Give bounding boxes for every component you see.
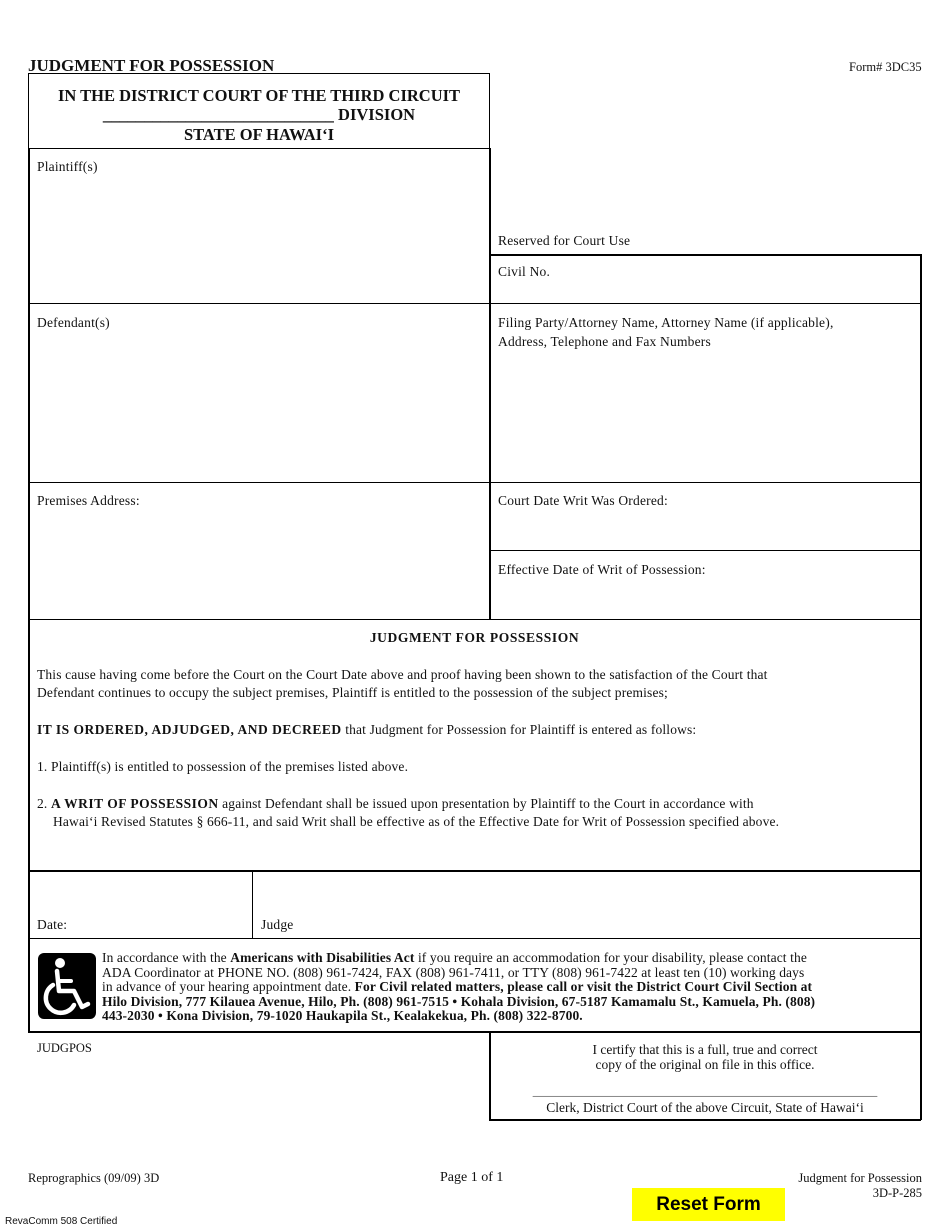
item2-line2: Hawai‘i Revised Statutes § 666-11, and said Writ shall be effective as of the Effective Date for Writ of Possession specified above. [53, 814, 780, 829]
ada-line-3: in advance of your hearing appointment date. [102, 979, 355, 994]
revacomm-badge: RevaComm 508 Certified [5, 1216, 118, 1227]
ada-act-name: Americans with Disabilities Act [230, 950, 415, 965]
page-title: JUDGMENT FOR POSSESSION [28, 56, 275, 75]
state-name: STATE OF HAWAI‘I [183, 125, 335, 144]
ada-line-5: 443-2030 • Kona Division, 79-1020 Haukapila St., Kealakekua, Ph. (808) 322-8700. [102, 1008, 583, 1023]
certify-line-1: I certify that this is a full, true and correct [592, 1042, 818, 1057]
division-label: DIVISION [338, 105, 416, 124]
ada-notice [102, 951, 917, 1024]
footer-title-line: Judgment for Possession [798, 1171, 922, 1185]
ordered-rest: that Judgment for Possession for Plaintiff is entered as follows: [341, 722, 697, 737]
wheelchair-icon [38, 953, 96, 1019]
certify-line-2: copy of the original on file in this office. [595, 1057, 815, 1072]
division-blank[interactable]: ____________________________ [102, 105, 334, 124]
form-number: Form# 3DC35 [849, 60, 922, 74]
filing-party-field[interactable]: Filing Party/Attorney Name, Attorney Name (if applicable), [498, 315, 834, 330]
footer-code-line: 3D-P-285 [872, 1186, 922, 1200]
clerk-signature-line[interactable]: _____________________________________________________ [532, 1083, 878, 1098]
recital-line-2: Defendant continues to occupy the subject premises, Plaintiff is entitled to the possession of the subject premises; [37, 685, 668, 700]
premises-address-field[interactable]: Premises Address: [37, 493, 140, 508]
division-line [28, 105, 490, 125]
ada-intro-rest: if you require an accommodation for your disability, please contact the [414, 950, 807, 965]
page-number: Page 1 of 1 [440, 1170, 504, 1185]
ordered-bold: IT IS ORDERED, ADJUDGED, AND DECREED [37, 722, 342, 737]
judgment-recital [37, 666, 917, 702]
judgment-heading: JUDGMENT FOR POSSESSION [369, 630, 580, 645]
ada-intro: In accordance with the [102, 950, 231, 965]
writ-bold: A WRIT OF POSSESSION [50, 796, 219, 811]
ada-civil-bold: For Civil related matters, please call or visit the District Court Civil Section at [354, 979, 813, 994]
civil-no-field[interactable]: Civil No. [498, 264, 551, 279]
judgment-item-1: 1. Plaintiff(s) is entitled to possession of the premises listed above. [37, 759, 409, 774]
judge-signature-field[interactable]: Judge [261, 917, 294, 932]
certification-text [490, 1042, 920, 1072]
date-field[interactable]: Date: [37, 917, 68, 932]
ada-line-2: ADA Coordinator at PHONE NO. (808) 961-7424, FAX (808) 961-7411, or TTY (808) 961-7422 at least ten (10) working days [102, 964, 805, 980]
reset-form-button[interactable]: Reset Form [632, 1188, 785, 1221]
item2-number: 2. [37, 796, 51, 811]
defendants-field[interactable]: Defendant(s) [37, 315, 110, 330]
reprographics-note: Reprographics (09/09) 3D [28, 1171, 160, 1185]
ordered-paragraph [37, 721, 917, 739]
reserved-court-use: Reserved for Court Use [498, 233, 631, 248]
clerk-label: Clerk, District Court of the above Circuit, State of Hawai‘i [546, 1100, 864, 1115]
court-date-field[interactable]: Court Date Writ Was Ordered: [498, 493, 668, 508]
court-name: IN THE DISTRICT COURT OF THE THIRD CIRCUIT [57, 86, 461, 105]
plaintiffs-field[interactable]: Plaintiff(s) [37, 159, 98, 174]
ada-line-4: Hilo Division, 777 Kilauea Avenue, Hilo, Ph. (808) 961-7515 • Kohala Division, 67-5187 Kamamalu St., Kamuela, Ph. (808) [102, 993, 816, 1009]
effective-date-field[interactable]: Effective Date of Writ of Possession: [498, 562, 706, 577]
form-code: JUDGPOS [37, 1041, 92, 1055]
recital-line-1: This cause having come before the Court on the Court Date above and proof having been shown to the satisfaction of the Court that [37, 667, 768, 682]
filing-party-field-line2: Address, Telephone and Fax Numbers [498, 334, 711, 349]
item2-rest: against Defendant shall be issued upon presentation by Plaintiff to the Court in accordance with [218, 796, 754, 811]
footer-form-title [798, 1171, 922, 1201]
judgment-item-2 [37, 795, 917, 831]
